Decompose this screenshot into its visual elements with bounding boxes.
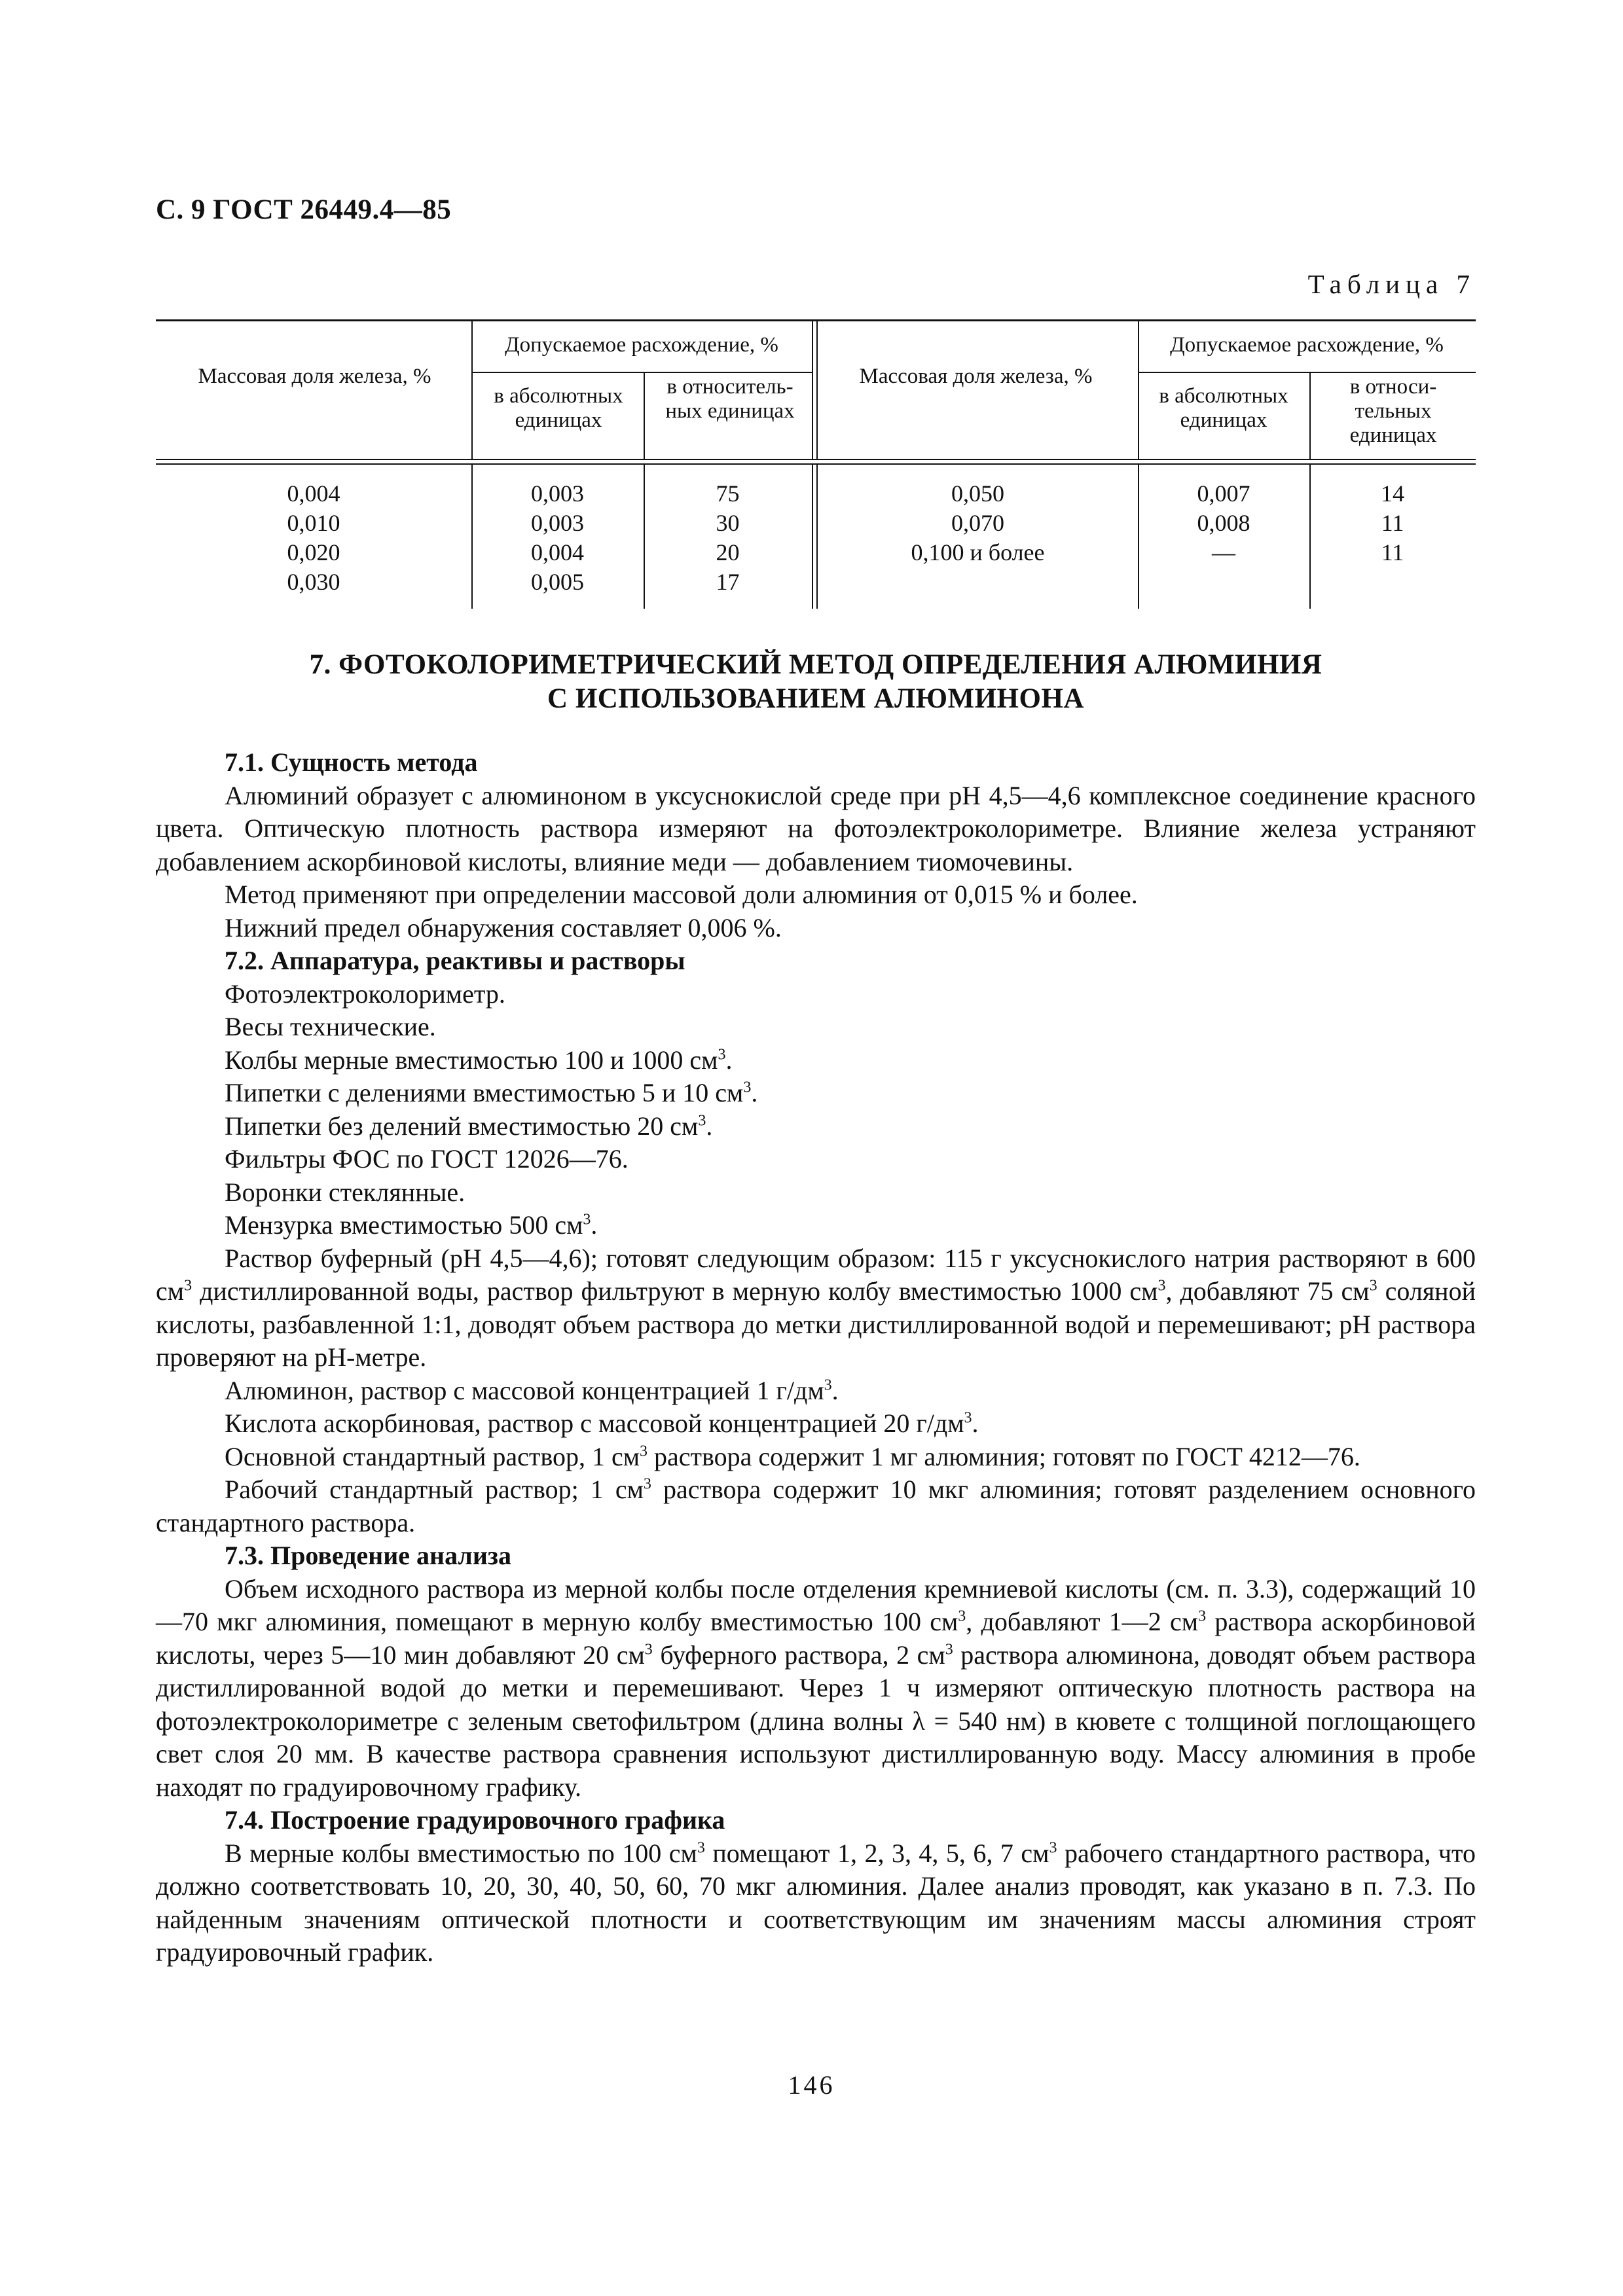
paragraph: Метод применяют при определении массовой доли алюминия от 0,015 % и более. — [225, 880, 1138, 909]
table-caption: Таблица 7 — [1307, 269, 1476, 299]
table-cell: 20 — [716, 539, 740, 565]
paragraph: Алюминон, раствор с массовой концентрацией 1 $г/дм^3$. — [225, 1375, 839, 1405]
section-title-line-2: С ИСПОЛЬЗОВАНИЕМ АЛЮМИНОНА — [547, 683, 1084, 714]
paragraph: Основной стандартный раствор, 1 $см^3$ раствора содержит 1 мг алюминия; готовят по ГОСТ 4212—76. — [225, 1441, 1360, 1471]
discrepancy-table — [156, 319, 1476, 609]
column-mass-left — [156, 479, 471, 597]
table-cell: 0,030 — [287, 569, 340, 595]
column-abs-right — [1138, 479, 1309, 567]
header-mass-fraction-left: Массовая доля железа, % — [198, 365, 431, 388]
table-cell: 0,020 — [287, 539, 340, 565]
table-cell: 75 — [716, 480, 740, 507]
table-cell: 0,005 — [531, 569, 584, 595]
subsection-heading-7-3: 7.3. Проведение анализа — [225, 1541, 511, 1570]
paragraph: Фильтры ФОС по ГОСТ 12026—76. — [225, 1144, 629, 1174]
table-cell: 30 — [716, 510, 740, 536]
document-header: С. 9 ГОСТ 26449.4—85 — [156, 194, 452, 225]
table-cell: 0,003 — [531, 480, 584, 507]
column-abs-left — [471, 479, 644, 597]
table-header-separator — [156, 459, 1476, 465]
paragraph: Фотоэлектроколориметр. — [225, 978, 505, 1009]
subsection-heading-7-1: 7.1. Сущность метода — [225, 747, 478, 777]
paragraph: Алюминий образует с алюминоном в уксуснокислой среде при рН 4,5—4,6 комплексное соединение красного цвета. Оптическую плотность раствора измеряют на фотоэлектроколориметре. Влияние железа устраняют добавлением аскорбиновой кислоты, влияние меди — добавлением тиомочевины. — [156, 780, 1476, 876]
header-group-left: Допускаемое расхождение, % — [505, 333, 778, 357]
paragraph: Колбы мерные вместимостью 100 и 1000 $см^3$. — [225, 1045, 733, 1075]
header-absolute-right: в абсолютных единицах — [1159, 384, 1288, 432]
paragraph: Рабочий стандартный раствор; 1 $см^3$ раствора содержит 10 мкг алюминия; готовят разделением основного стандартного раствора. — [156, 1475, 1476, 1537]
subsection-heading-7-2: 7.2. Аппаратура, реактивы и растворы — [225, 946, 685, 975]
table-cell: 0,050 — [951, 480, 1004, 507]
paragraph: Пипетки с делениями вместимостью 5 и 10 $см^3$. — [225, 1078, 758, 1107]
paragraph: Мензурка вместимостью 500 $см^3$. — [225, 1210, 598, 1240]
paragraph: Раствор буферный (рН 4,5—4,6); готовят следующим образом: 115 г уксуснокислого натрия растворяют в 600 $см^3$ дистиллированной воды, раствор фильтруют в мерную колбу вместимостью 1000 $см^3$, добавляют 75 $см^3$ соляной кислоты, разбавленной 1:1, доводят объем раствора до метки дистиллированной водой и перемешивают; рН раствора проверяют на рН-метре. — [156, 1243, 1476, 1372]
paragraph: В мерные колбы вместимостью по 100 $см^3$ помещают 1, 2, 3, 4, 5, 6, 7 $см^3$ рабочего стандартного раствора, что должно соответствовать 10, 20, 30, 40, 50, 60, 70 мкг алюминия. Далее анализ проводят, как указано в п. 7.3. По найденным значениям оптической плотности и соответствующим им значениям массы алюминия строят градуировочный график. — [156, 1838, 1476, 1967]
table-header — [156, 321, 1476, 459]
table-cell: 11 — [1381, 539, 1404, 565]
section-title-line-1: 7. ФОТОКОЛОРИМЕТРИЧЕСКИЙ МЕТОД ОПРЕДЕЛЕНИЯ АЛЮМИНИЯ — [309, 649, 1322, 680]
paragraph: Нижний предел обнаружения составляет 0,006 %. — [225, 912, 782, 942]
table-cell: 0,010 — [287, 510, 340, 536]
header-absolute-left: в абсолютных единицах — [494, 384, 623, 432]
paragraph: Весы технические. — [225, 1012, 436, 1041]
table-cell: 0,004 — [531, 539, 584, 565]
table-cell: 0,003 — [531, 510, 584, 536]
body-text — [156, 746, 1476, 1969]
table-cell: — — [1212, 539, 1235, 565]
table-body — [156, 465, 1476, 609]
column-rel-left — [644, 479, 812, 597]
section-title — [156, 648, 1476, 716]
column-rel-right — [1309, 479, 1476, 567]
paragraph: Объем исходного раствора из мерной колбы после отделения кремниевой кислоты (см. п. 3.3), содержащий 10—70 мкг алюминия, помещают в мерную колбу вместимостью 100 $см^3$, добавляют 1—2 $см^3$ раствора аскорбиновой кислоты, через 5—10 мин добавляют 20 $см^3$ буферного раствора, 2 $см^3$ раствора алюминона, доводят объем раствора дистиллированной водой до метки и перемешивают. Через 1 ч измеряют оптическую плотность раствора на фотоэлектроколориметре с зеленым светофильтром (длина волны λ = 540 нм) в кювете с толщиной поглощающего свет слоя 20 мм. В качестве раствора сравнения используют дистиллированную воду. Массу алюминия в пробе находят по градуировочному графику. — [156, 1573, 1476, 1802]
table-cell: 11 — [1381, 510, 1404, 536]
table-cell: 0,007 — [1197, 480, 1250, 507]
header-relative-right: в относи-тельных единицах — [1349, 375, 1437, 447]
table-cell: 0,004 — [287, 480, 340, 507]
header-mass-fraction-right: Массовая доля железа, % — [859, 365, 1093, 388]
paragraph: Кислота аскорбиновая, раствор с массовой концентрацией 20 $г/дм^3$. — [225, 1408, 979, 1438]
table-cell: 17 — [716, 569, 740, 595]
table-cell: 14 — [1381, 480, 1404, 507]
subsection-heading-7-4: 7.4. Построение градуировочного графика — [225, 1805, 725, 1835]
table-cell: 0,008 — [1197, 510, 1250, 536]
paragraph: Пипетки без делений вместимостью 20 $см^3$. — [225, 1111, 713, 1141]
table-cell: 0,070 — [951, 510, 1004, 536]
column-mass-right — [818, 479, 1138, 567]
page-number: 146 — [788, 2070, 835, 2100]
header-relative-left: в относитель-ных единицах — [665, 375, 795, 423]
paragraph: Воронки стеклянные. — [225, 1177, 465, 1207]
header-group-right: Допускаемое расхождение, % — [1170, 333, 1444, 357]
table-cell: 0,100 и более — [911, 539, 1045, 565]
